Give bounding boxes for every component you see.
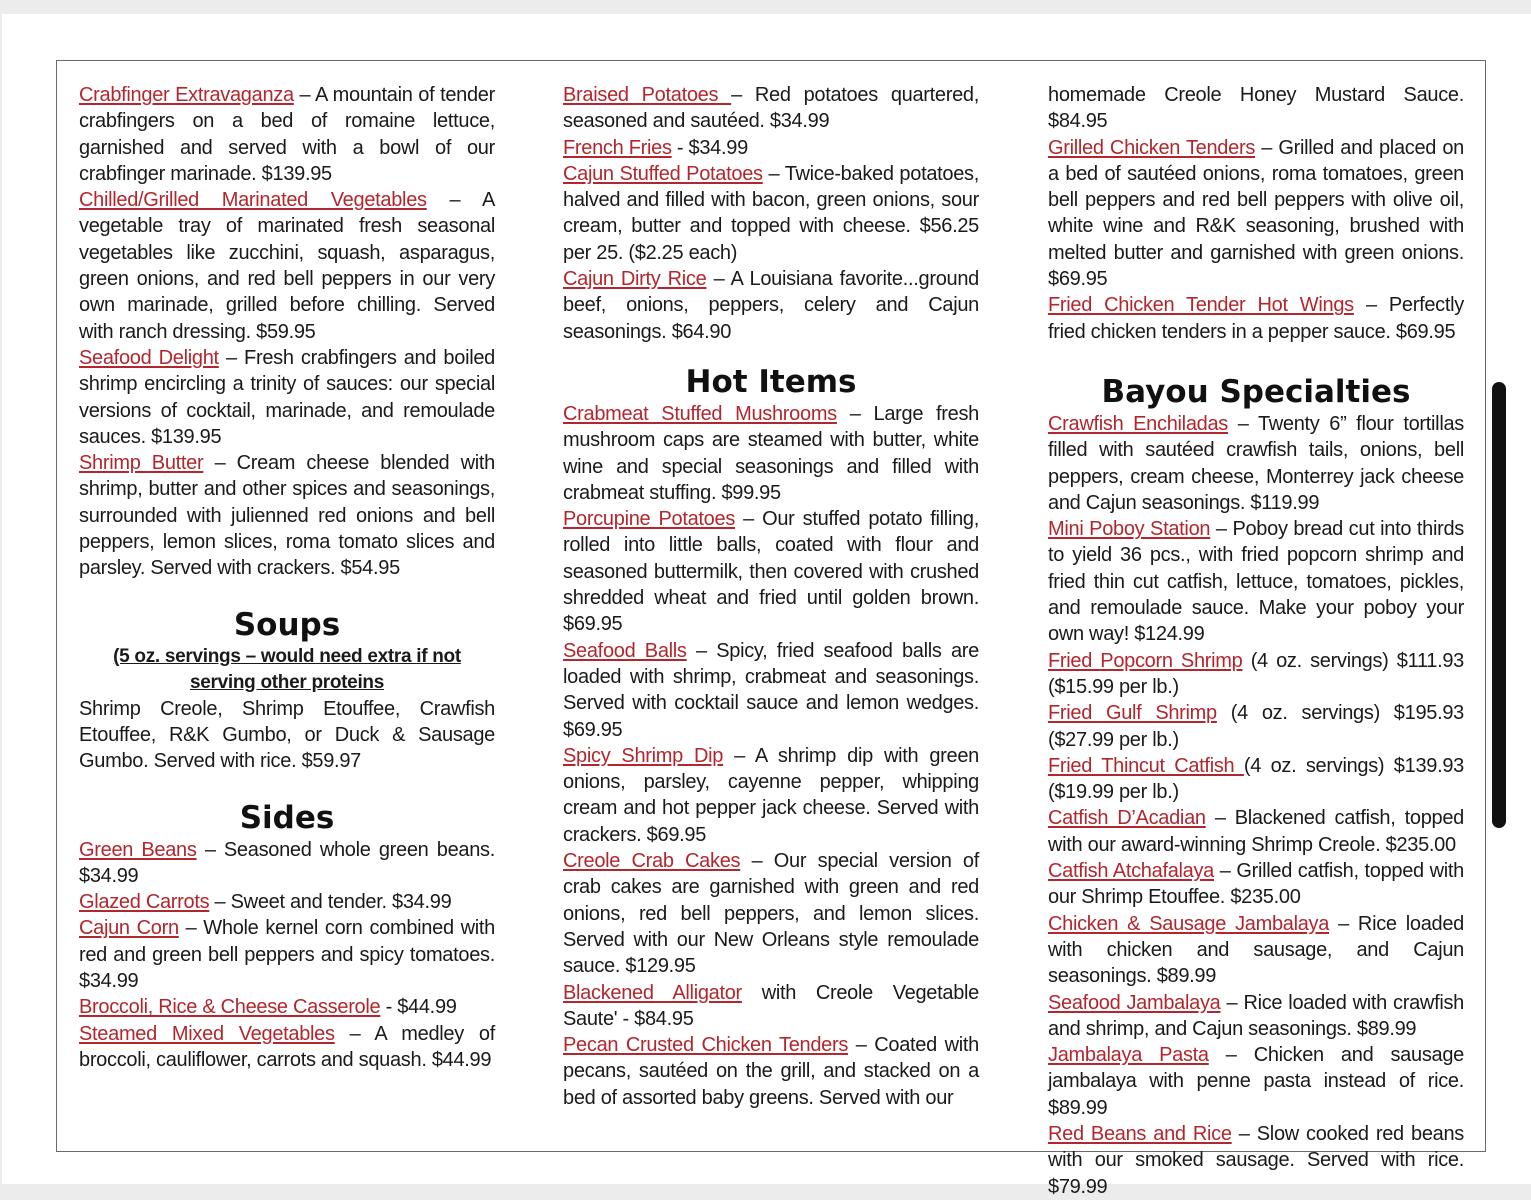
menu-text: Shrimp Creole, Shrimp Etouffee, Crawfish Etouffee, R&K Gumbo, or Duck & Sausage Gumbo. Served with rice. $59.97 — [79, 697, 495, 773]
menu-item-name: Spicy Shrimp Dip — [563, 744, 724, 767]
menu-item-name: Red Beans and Rice — [1048, 1122, 1232, 1145]
menu-item-mini-poboy-station — [1048, 516, 1464, 647]
menu-item-description: – Blackened catfish, topped with our award-winning Shrimp Creole. $235.00 — [1048, 807, 1464, 856]
menu-item-name: Blackened Alligator — [563, 981, 742, 1004]
menu-item-description: – Perfectly fried chicken tenders in a pepper sauce. $69.95 — [1048, 294, 1464, 343]
menu-item-name: Crabfinger Extravaganza — [79, 84, 294, 106]
menu-item-description: – A mountain of tender crabfingers on a bed of romaine lettuce, garnished and served with a bowl of our crabfinger marinade. $139.95 — [79, 84, 495, 185]
menu-item-description: - $44.99 — [380, 996, 457, 1019]
menu-item-description: – Grilled catfish, topped with our Shrimp Etouffee. $235.00 — [1048, 860, 1464, 909]
menu-item-cajun-dirty-rice — [563, 266, 979, 345]
menu-item-braised-potatoes — [563, 82, 979, 135]
menu-item-name: Seafood Delight — [79, 346, 219, 369]
scrollbar-thumb[interactable] — [1492, 382, 1506, 828]
menu-item-creole-crab-cakes — [563, 848, 979, 979]
section-heading-soups: Soups — [233, 606, 341, 643]
menu-item-description: – Fresh crabfingers and boiled shrimp encircling a trinity of sauces: our special versions of cocktail, marinade, and remoulade sauces. $139.95 — [79, 346, 496, 448]
menu-item-name: Cajun Dirty Rice — [563, 268, 707, 291]
menu-item-seafood-delight — [79, 345, 495, 450]
menu-item-description: - $34.99 — [671, 136, 748, 159]
menu-item-name: Fried Thincut Catfish — [1048, 754, 1244, 777]
menu-item-fried-thincut-catfish — [1048, 753, 1464, 806]
menu-item-name: Fried Popcorn Shrimp — [1048, 649, 1243, 672]
menu-item-description: with Creole Vegetable Saute' - $84.95 — [563, 981, 979, 1030]
menu-item-name: Catfish D’Acadian — [1048, 807, 1206, 830]
menu-item-description: – Twenty 6” flour tortillas filled with sautéed crawfish tails, onions, bell peppers, cream cheese, Monterrey jack cheese and Cajun seasonings. $119.99 — [1048, 412, 1464, 514]
menu-item-glazed-carrots — [79, 889, 495, 915]
menu-item-name: Seafood Jambalaya — [1048, 991, 1221, 1014]
menu-item-crabmeat-stuffed-mushrooms — [563, 401, 979, 506]
menu-item-name: Seafood Balls — [563, 639, 687, 662]
menu-item-cajun-stuffed-potatoes — [563, 161, 979, 266]
menu-item-shrimp-butter — [79, 450, 495, 581]
menu-item-description: – Our stuffed potato filling, rolled into little balls, coated with flour and seasoned buttermilk, then covered with crushed shredded wheat and fried until golden brown. $69.95 — [563, 508, 979, 636]
menu-item-name: Jambalaya Pasta — [1048, 1044, 1209, 1067]
menu-item-description: – Twice-baked potatoes, halved and filled with bacon, green onions, sour cream, butter and topped with cheese. $56.25 per 25. ($2.25 each) — [563, 162, 980, 264]
menu-item-grilled-chicken-tenders — [1048, 135, 1464, 293]
section-heading-hot-items: Hot Items — [685, 363, 857, 400]
menu-item-crawfish-enchiladas — [1048, 411, 1464, 516]
menu-item-name: Crawfish Enchiladas — [1048, 412, 1228, 435]
menu-item-description: – Rice loaded with chicken and sausage, and Cajun seasonings. $89.99 — [1048, 912, 1464, 988]
menu-item-name: Glazed Carrots — [79, 891, 210, 914]
menu-item-fried-chicken-tender-hot-wings — [1048, 292, 1464, 345]
menu-text: homemade Creole Honey Mustard Sauce. $84.95 — [1048, 84, 1464, 133]
menu-item-description: – A shrimp dip with green onions, parsley, cayenne pepper, whipping cream and hot pepper jack cheese. Served with crackers. $69.95 — [563, 744, 979, 846]
menu-item-name: French Fries — [563, 136, 672, 159]
menu-item-name: Cajun Stuffed Potatoes — [563, 162, 763, 185]
menu-item-name: Crabmeat Stuffed Mushrooms — [563, 402, 837, 425]
menu-item-description: – Poboy bread cut into thirds to yield 36 pcs., with fried popcorn shrimp and fried thin cut catfish, lettuce, tomatoes, pickles, and remoulade sauce. Make your poboy your own way! $124.99 — [1048, 518, 1464, 646]
menu-item-description: – Spicy, fried seafood balls are loaded with shrimp, crabmeat and seasonings. Served with cocktail sauce and lemon wedges. $69.95 — [563, 639, 979, 741]
section-heading-bayou-specialties: Bayou Specialties — [1101, 373, 1411, 410]
menu-item-name: Mini Poboy Station — [1048, 518, 1211, 541]
menu-item-seafood-jambalaya — [1048, 990, 1464, 1043]
section-heading-sides: Sides — [239, 799, 335, 836]
menu-column-1 — [79, 82, 495, 1073]
menu-item-description: – Rice loaded with crawfish and shrimp, and Cajun seasonings. $89.99 — [1048, 991, 1465, 1040]
menu-item-description: – Seasoned whole green beans. $34.99 — [79, 838, 495, 887]
menu-item-description: – Grilled and placed on a bed of sautéed onions, roma tomatoes, green bell peppers and red bell peppers with olive oil, white wine and R&K seasoning, brushed with melted butter and garnished with green onions. $69.95 — [1048, 136, 1464, 291]
menu-item-name: Creole Crab Cakes — [563, 850, 741, 873]
menu-item-porcupine-potatoes — [563, 506, 979, 637]
menu-item-description: (4 oz. servings) $195.93 ($27.99 per lb.) — [1048, 702, 1465, 751]
menu-item-cajun-corn — [79, 915, 495, 994]
menu-item-catfish-atchafalaya — [1048, 858, 1464, 911]
menu-item-description: – Sweet and tender. $34.99 — [209, 891, 452, 914]
menu-item-chicken-sausage-jambalaya — [1048, 911, 1464, 990]
menu-item-spicy-shrimp-dip — [563, 743, 979, 848]
menu-item-crabfinger-extravaganza — [79, 82, 495, 187]
menu-item-french-fries — [563, 135, 979, 161]
menu-item-broccoli-rice-cheese-casserole — [79, 994, 495, 1020]
menu-item-name: Green Beans — [79, 838, 197, 861]
menu-item-red-beans-and-rice — [1048, 1121, 1464, 1200]
menu-item-description: – Chicken and sausage jambalaya with penne pasta instead of rice. $89.99 — [1048, 1044, 1464, 1119]
menu-item-name: Chicken & Sausage Jambalaya — [1048, 912, 1330, 935]
menu-item-name: Fried Gulf Shrimp — [1048, 702, 1217, 725]
menu-item-blackened-alligator — [563, 980, 979, 1033]
serving-note: (5 oz. servings – would need extra if not serving other proteins — [113, 645, 461, 693]
menu-item-description: – Slow cooked red beans with our smoked sausage. Served with rice. $79.99 — [1048, 1122, 1464, 1198]
menu-item-name: Porcupine Potatoes — [563, 508, 736, 531]
menu-item-description: – Large fresh mushroom caps are steamed with butter, white wine and special seasonings and filled with crabmeat stuffing. $99.95 — [563, 402, 979, 504]
menu-item-seafood-balls — [563, 638, 979, 743]
menu-item-description: – Whole kernel corn combined with red and green bell peppers and spicy tomatoes. $34.99 — [79, 917, 495, 993]
menu-item-description: – A Louisiana favorite...ground beef, onions, peppers, celery and Cajun seasonings. $64.90 — [563, 268, 980, 343]
menu-item-name: Grilled Chicken Tenders — [1048, 136, 1256, 159]
menu-item-name: Cajun Corn — [79, 917, 179, 940]
menu-item-catfish-d-acadian — [1048, 805, 1464, 858]
menu-column-3 — [1048, 82, 1464, 1200]
menu-item-description: – Coated with pecans, sautéed on the grill, and stacked on a bed of assorted baby greens. Served with our — [563, 1034, 979, 1109]
menu-item-name: Catfish Atchafalaya — [1048, 860, 1215, 883]
menu-item-name: Broccoli, Rice & Cheese Casserole — [79, 996, 381, 1019]
menu-item-name: Chilled/Grilled Marinated Vegetables — [79, 189, 427, 212]
menu-item-chilled-grilled-marinated-vegetables — [79, 187, 495, 345]
menu-item-description: – A medley of broccoli, cauliflower, carrots and squash. $44.99 — [79, 1022, 495, 1071]
menu-item-jambalaya-pasta — [1048, 1042, 1464, 1121]
menu-item-fried-gulf-shrimp — [1048, 700, 1464, 753]
menu-item-description: – Our special version of crab cakes are garnished with green and red onions, red bell peppers, and lemon slices. Served with our New Orleans style remoulade sauce. $129.95 — [563, 850, 979, 978]
menu-item-fried-popcorn-shrimp — [1048, 648, 1464, 701]
menu-column-2 — [563, 82, 979, 1111]
menu-item-name: Shrimp Butter — [79, 452, 204, 475]
menu-item-description: – A vegetable tray of marinated fresh seasonal vegetables like zucchini, squash, asparagus, green onions, and red bell peppers in our very own marinade, grilled before chilling. Served with ranch dressing. $59.95 — [79, 189, 495, 343]
menu-item-steamed-mixed-vegetables — [79, 1021, 495, 1074]
menu-item-description: – Cream cheese blended with shrimp, butter and other spices and seasonings, surrounded with julienned red onions and bell peppers, lemon slices, roma tomato slices and parsley. Served with crackers. $54.95 — [79, 452, 495, 580]
menu-item-pecan-crusted-chicken-tenders — [563, 1032, 979, 1111]
menu-item-name: Steamed Mixed Vegetables — [79, 1022, 335, 1045]
menu-item-name: Fried Chicken Tender Hot Wings — [1048, 294, 1354, 317]
menu-item-name: Pecan Crusted Chicken Tenders — [563, 1034, 849, 1057]
menu-item-description: (4 oz. servings) $111.93 ($15.99 per lb.) — [1048, 649, 1464, 698]
menu-item-description: (4 oz. servings) $139.93 ($19.99 per lb.) — [1048, 754, 1464, 804]
menu-item-name: Braised Potatoes — [563, 84, 732, 106]
menu-item-green-beans — [79, 837, 495, 890]
menu-item-description: – Red potatoes quartered, seasoned and sautéed. $34.99 — [563, 84, 979, 133]
